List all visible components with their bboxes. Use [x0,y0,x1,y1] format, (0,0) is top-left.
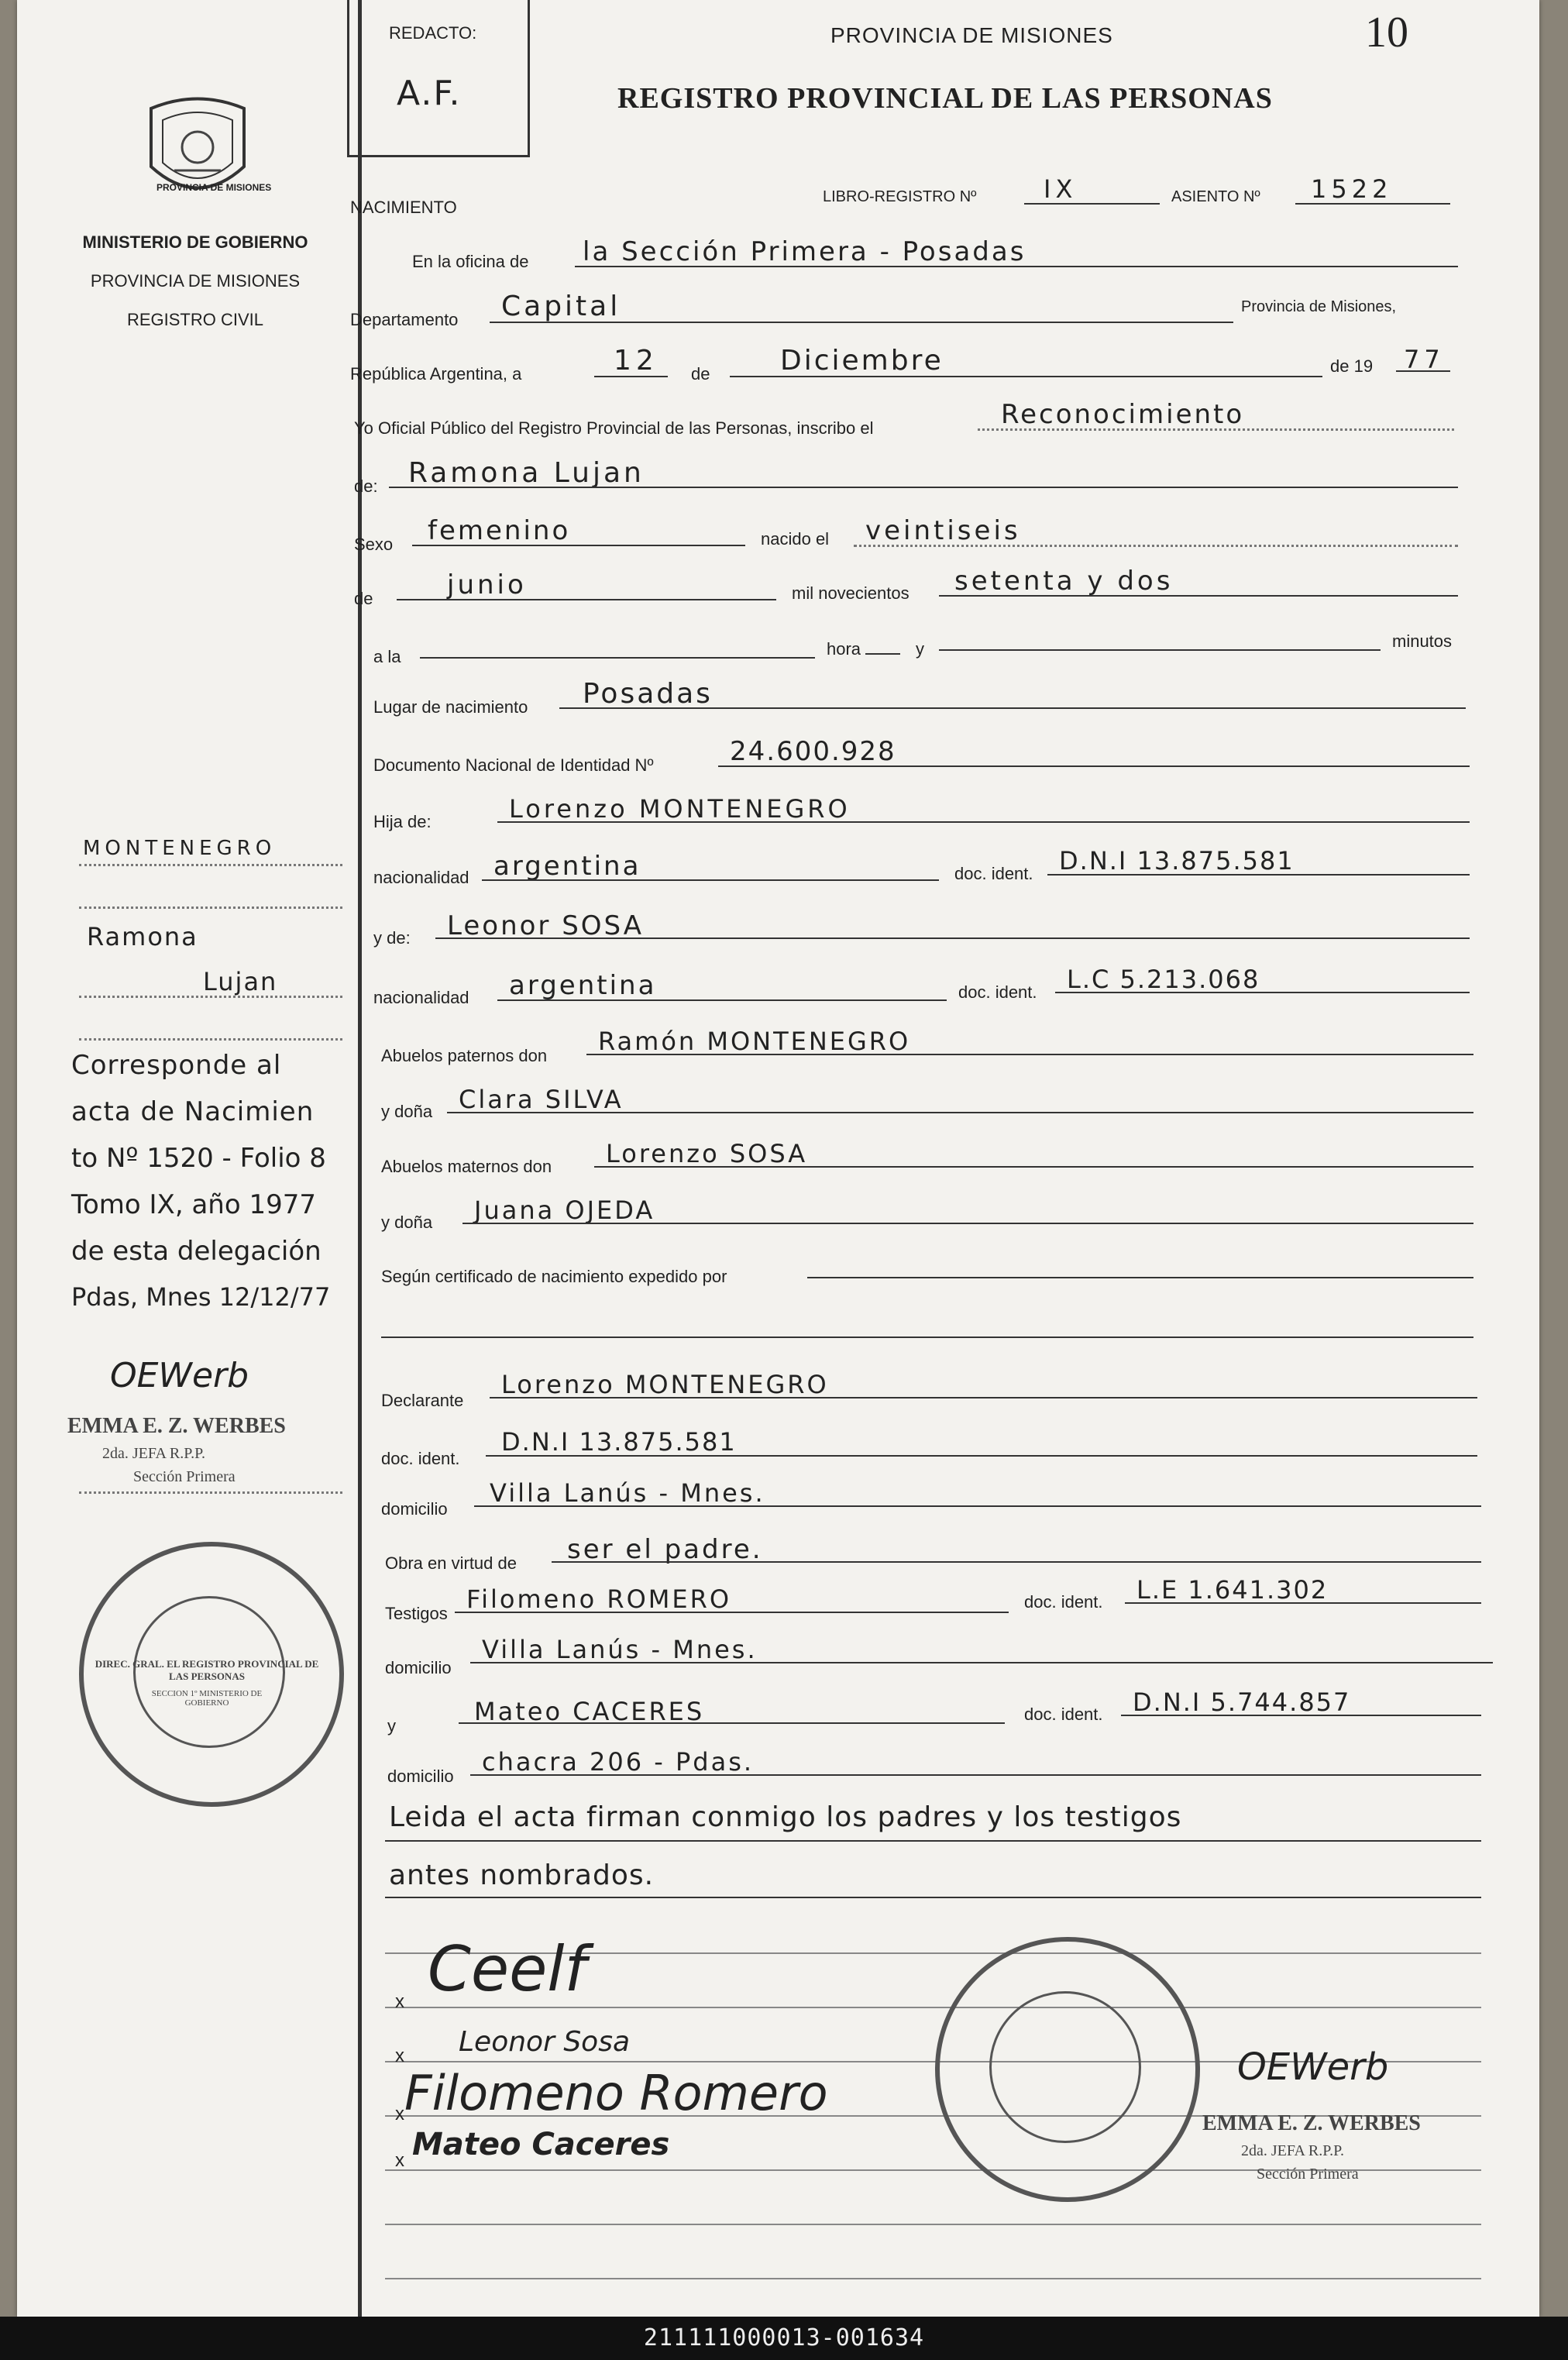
dni-value: 24.600.928 [730,736,896,767]
dom3-line [470,1774,1481,1776]
yo-label: Yo Oficial Público del Registro Provincial de las Personas, inscribo el [354,418,874,438]
de-label: de [691,364,710,384]
dom3-label: domicilio [387,1767,454,1786]
anio-line [1396,370,1450,372]
dom1-value: Villa Lanús - Mnes. [490,1478,765,1508]
mes-line [730,376,1322,377]
oficina-label: En la oficina de [412,252,529,271]
doc1-label: doc. ident. [954,864,1033,883]
docd-value: D.N.I 13.875.581 [501,1427,737,1457]
anio-value: 77 [1404,345,1445,374]
inscribo-line [978,428,1454,431]
dom1-label: domicilio [381,1499,448,1519]
margin-note-line: Tomo IX, año 1977 [71,1189,316,1220]
archive-id: 211111000013-001634 [643,2324,925,2351]
doct2-line [1121,1715,1481,1716]
oficina-line [575,266,1458,267]
nac1-label: nacionalidad [373,868,469,887]
lugar-label: Lugar de nacimiento [373,697,528,717]
departamento-line [490,322,1233,323]
obra-line [552,1561,1481,1563]
margin-dotted-line [79,907,342,909]
document-page [17,0,1539,2317]
leida-rule1 [385,1840,1481,1842]
lugar-line [559,707,1466,709]
declarante-label: Declarante [381,1391,464,1410]
ministry-label: MINISTERIO DE GOBIERNO [82,232,308,252]
margin-name1: Ramona [87,922,198,951]
padre-value: Lorenzo MONTENEGRO [509,794,851,824]
hija-label: Hija de: [373,812,432,831]
dia-line [594,376,668,377]
inscribo-value: Reconocimiento [1001,399,1245,430]
margin-dotted-line [79,864,342,866]
abp-label: Abuelos paternos don [381,1046,548,1065]
provincia-label: Provincia de Misiones, [1241,298,1397,315]
mes-nac-line [397,599,776,600]
obra-value: ser el padre. [567,1534,763,1565]
signature-madre: Leonor Sosa [459,2026,631,2058]
signature-padre: Ceelf [428,1933,586,2005]
dni-line [718,765,1470,767]
departamento-value: Capital [501,291,621,322]
doc1-line [1047,874,1470,876]
ydona2-label: y doña [381,1213,433,1232]
redacto-label: REDACTO: [389,23,477,43]
province-header: PROVINCIA DE MISIONES [830,23,1113,47]
segun-label: Según certificado de nacimiento expedido por [381,1267,727,1286]
asiento-value: 1522 [1311,174,1393,204]
sexo-label: Sexo [354,535,394,554]
hora-line2 [865,653,900,655]
margin-note [71,1050,373,1329]
official-signature: OEWerb [1237,2045,1389,2089]
padre-line [497,821,1470,823]
libro-label: LIBRO-REGISTRO Nº [823,188,977,205]
sexo-line [412,545,745,546]
mes-nac-value: junio [447,569,527,600]
margin-signature: OEWerb [110,1356,249,1395]
blank-rule [385,2278,1481,2279]
testigo1-line [455,1612,1009,1613]
doct1-line [1125,1602,1481,1604]
anio-nac-value: setenta y dos [954,566,1174,597]
margin-sign-section: Sección Primera [133,1468,236,1485]
registry-label: REGISTRO CIVIL [126,310,264,329]
doct2-label: doc. ident. [1024,1705,1103,1724]
testigo1-value: Filomeno ROMERO [466,1584,731,1614]
doct2-value: D.N.I 5.744.857 [1133,1687,1351,1717]
seal-left-text: DIREC. GRAL. EL REGISTRO PROVINCIAL DE LAS PERSONAS [95,1658,319,1682]
minutos-label: minutos [1392,631,1453,651]
nacido-line [854,545,1458,547]
margin-name2: Lujan [203,967,278,996]
margin-surname: MONTENEGRO [83,837,277,860]
nac2-line [497,999,947,1001]
minutos-line [939,649,1381,651]
mil-label: mil novecientos [792,583,910,603]
sign-x: x [395,2104,404,2124]
yde-label: y de: [373,928,411,948]
abp-value: Ramón MONTENEGRO [598,1027,911,1056]
page-number: 10 [1365,9,1408,57]
sexo-value: femenino [428,515,571,546]
docd-label: doc. ident. [381,1449,460,1468]
asiento-label: ASIENTO Nº [1171,188,1260,205]
docd-line [486,1455,1477,1457]
signature-testigo2: Mateo Caceres [412,2127,670,2162]
doc2-value: L.C 5.213.068 [1067,965,1260,994]
margin-sign-role: 2da. JEFA R.P.P. [102,1445,206,1462]
official-name: EMMA E. Z. WERBES [1202,2111,1421,2135]
declarante-value: Lorenzo MONTENEGRO [501,1370,829,1399]
nac2-label: nacionalidad [373,988,469,1007]
libro-line [1024,203,1160,205]
archive-id-bar [0,2317,1568,2360]
y2-label: y [387,1716,396,1736]
dom2-line [470,1662,1493,1663]
leida-rule2 [385,1897,1481,1898]
leida-line1: Leida el acta firman conmigo los padres y los testigos [389,1801,1182,1833]
sign-x: x [395,1991,404,2012]
abm2-line [462,1223,1473,1224]
doct1-label: doc. ident. [1024,1592,1103,1612]
testigo2-line [459,1722,1005,1724]
official-section: Sección Primera [1257,2166,1359,2183]
de19-label: de 19 [1330,356,1374,376]
redacto-value: A.F. [397,74,462,113]
abp2-line [447,1112,1473,1113]
testigo2-value: Mateo CACERES [474,1697,705,1726]
dom3-value: chacra 206 - Pdas. [482,1747,755,1777]
nac2-value: argentina [509,970,657,1001]
blank-rule [385,2007,1481,2008]
abm-line [594,1166,1473,1168]
segun-line2 [381,1337,1473,1338]
registry-title: REGISTRO PROVINCIAL DE LAS PERSONAS [617,82,1273,115]
margin-note-line: Pdas, Mnes 12/12/77 [71,1282,331,1312]
abp-line [586,1054,1473,1055]
margin-note-line: Corresponde al [71,1050,282,1081]
segun-line [807,1277,1473,1278]
doc2-line [1055,992,1470,993]
ydona1-label: y doña [381,1102,433,1121]
abm-label: Abuelos maternos don [381,1157,552,1176]
obra-label: Obra en virtud de [385,1553,517,1573]
doc2-label: doc. ident. [958,982,1037,1002]
ala-label: a la [373,647,401,666]
sign-x: x [395,2045,404,2066]
de-persona-label: de: [354,476,378,496]
nac1-line [482,879,939,881]
nacido-label: nacido el [761,529,830,549]
nacimiento-label: NACIMIENTO [350,198,457,217]
official-role: 2da. JEFA R.P.P. [1241,2142,1345,2159]
dom2-label: domicilio [385,1658,452,1677]
margin-sign-name: EMMA E. Z. WERBES [67,1414,286,1438]
asiento-line [1295,203,1450,205]
declarante-line [490,1397,1477,1398]
doc1-value: D.N.I 13.875.581 [1059,846,1295,876]
nac1-value: argentina [493,851,641,882]
leida-line2: antes nombrados. [389,1859,655,1891]
persona-value: Ramona Lujan [408,457,645,489]
madre-value: Leonor SOSA [447,910,645,941]
libro-value: IX [1044,174,1078,204]
oficina-value: la Sección Primera - Posadas [583,236,1026,267]
doct1-value: L.E 1.641.302 [1136,1575,1329,1605]
margin-note-line: acta de Nacimien [71,1096,315,1127]
de2-label: de [354,589,373,608]
dni-label: Documento Nacional de Identidad Nº [373,755,654,775]
logo-text: PROVINCIA DE MISIONES [156,182,272,193]
blank-rule [385,2224,1481,2225]
dom2-value: Villa Lanús - Mnes. [482,1635,758,1664]
hora-line [420,657,815,659]
margin-dotted-line [79,1491,342,1494]
abm-value: Lorenzo SOSA [606,1139,808,1168]
testigos-label: Testigos [385,1604,448,1623]
departamento-label: Departamento [350,310,459,329]
persona-line [389,487,1458,488]
y-label: y [916,639,924,659]
republica-label: República Argentina, a [350,364,522,384]
anio-nac-line [939,595,1458,597]
lugar-value: Posadas [583,678,713,710]
nacido-value: veintiseis [865,515,1021,546]
margin-note-line: to Nº 1520 - Folio 8 [71,1143,326,1174]
margin-dotted-line [79,996,342,998]
dia-value: 12 [614,345,658,377]
sign-x: x [395,2150,404,2171]
official-seal-right-inner [989,1991,1141,2143]
margin-note-line: de esta delegación [71,1236,322,1267]
seal-left-inner-text: SECCION 1º MINISTERIO DE GOBIERNO [151,1689,263,1708]
hora-label: hora [827,639,861,659]
dom1-line [474,1505,1481,1507]
margin-dotted-line [79,1038,342,1041]
abm2-value: Juana OJEDA [474,1195,655,1225]
province-label: PROVINCIA DE MISIONES [90,271,301,291]
madre-line [435,937,1470,939]
abp2-value: Clara SILVA [459,1085,624,1114]
signature-testigo1: Filomeno Romero [404,2065,828,2121]
mes-value: Diciembre [780,345,944,377]
